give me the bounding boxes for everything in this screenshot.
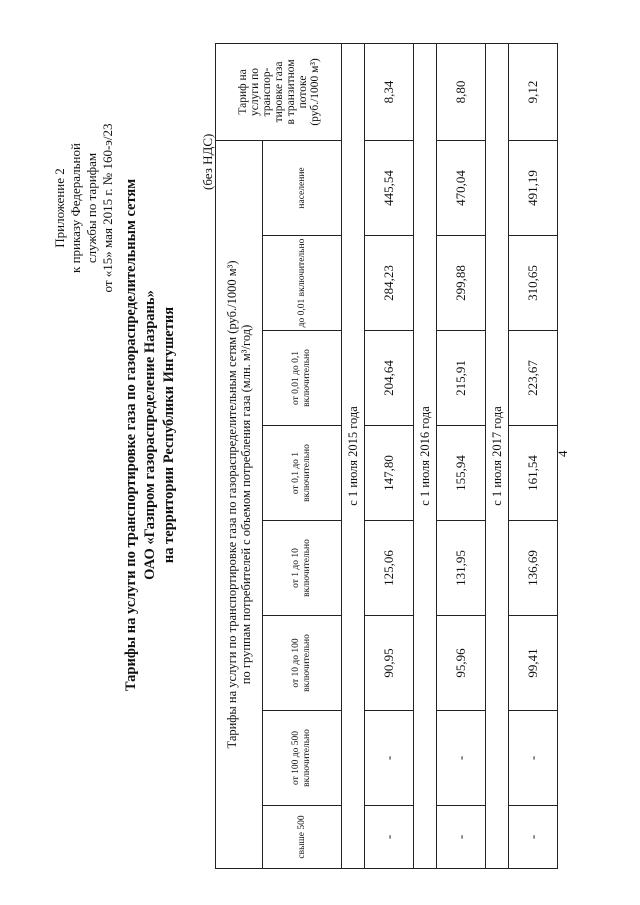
main-header-line: Тарифы на услуги по транспортировке газа по газораспределительным сетям (руб./1000 м³) bbox=[225, 260, 239, 749]
transit-header-line: транспор- bbox=[260, 67, 273, 117]
table-cell: 136,69 bbox=[509, 521, 558, 616]
table-cell: 9,12 bbox=[509, 43, 558, 140]
table-cell: 310,65 bbox=[509, 236, 558, 331]
table-cell: 491,19 bbox=[509, 140, 558, 235]
column-header: от 100 до 500 включительно bbox=[263, 711, 342, 806]
table-cell: 155,94 bbox=[437, 426, 486, 521]
table-cell: 445,54 bbox=[365, 140, 414, 235]
table-cell: 8,34 bbox=[365, 43, 414, 140]
transit-header bbox=[216, 43, 342, 140]
transit-header-line: (руб./1000 м³) bbox=[308, 58, 321, 126]
table-cell: - bbox=[509, 711, 558, 806]
table-cell: 299,88 bbox=[437, 236, 486, 331]
table-cell: 147,80 bbox=[365, 426, 414, 521]
annex-line: от «15» мая 2015 г. № 160-э/23 bbox=[100, 123, 115, 293]
transit-header-line: потоке bbox=[296, 75, 309, 109]
vat-note: (без НДС) bbox=[200, 133, 215, 190]
title-line: ОАО «Газпром газораспределение Назрань» bbox=[142, 290, 158, 580]
column-header: от 0,1 до 1 включительно bbox=[263, 426, 342, 521]
annex-block bbox=[52, 108, 116, 308]
table-cell: 284,23 bbox=[365, 236, 414, 331]
table-cell: 161,54 bbox=[509, 426, 558, 521]
table-cell: 99,41 bbox=[509, 616, 558, 711]
page-number: 4 bbox=[555, 450, 570, 457]
title-line: Тарифы на услуги по транспортировке газа по газораспределительным сетям bbox=[123, 178, 139, 692]
column-header: свыше 500 bbox=[263, 806, 342, 869]
column-header: от 10 до 100 включительно bbox=[263, 616, 342, 711]
table-cell: - bbox=[365, 806, 414, 869]
table-cell: 131,95 bbox=[437, 521, 486, 616]
table-cell: 95,96 bbox=[437, 616, 486, 711]
title-line: на территории Республики Ингушетия bbox=[161, 306, 177, 564]
transit-header-line: в транзитном bbox=[284, 59, 297, 125]
column-header: до 0,01 включительно bbox=[263, 236, 342, 331]
period-row: с 1 июля 2016 года bbox=[414, 43, 437, 868]
column-header: население bbox=[263, 140, 342, 235]
table-cell: - bbox=[509, 806, 558, 869]
transit-header-line: Тариф на bbox=[236, 69, 249, 115]
main-header-line: по группам потребителей с объемом потребления газа (млн. м³/год) bbox=[239, 324, 253, 685]
column-header: от 1 до 10 включительно bbox=[263, 521, 342, 616]
period-row: с 1 июля 2015 года bbox=[342, 43, 365, 868]
table-cell: 125,06 bbox=[365, 521, 414, 616]
table-cell: 215,91 bbox=[437, 331, 486, 426]
document-title bbox=[122, 105, 179, 765]
table-cell: - bbox=[437, 711, 486, 806]
column-header: от 0,01 до 0,1 включительно bbox=[263, 331, 342, 426]
table-cell: 90,95 bbox=[365, 616, 414, 711]
transit-header-line: тировке газа bbox=[272, 61, 285, 123]
period-row: с 1 июля 2017 года bbox=[486, 43, 509, 868]
table-cell: 204,64 bbox=[365, 331, 414, 426]
table-main-header bbox=[216, 140, 263, 868]
table-cell: 470,04 bbox=[437, 140, 486, 235]
annex-line: к приказу Федеральной bbox=[68, 143, 83, 273]
annex-line: службы по тарифам bbox=[84, 152, 99, 264]
table-cell: - bbox=[437, 806, 486, 869]
table-cell: 223,67 bbox=[509, 331, 558, 426]
transit-header-line: услуги по bbox=[248, 67, 261, 116]
annex-line: Приложение 2 bbox=[52, 168, 67, 248]
table-cell: - bbox=[365, 711, 414, 806]
tariff-table bbox=[215, 43, 558, 869]
table-cell: 8,80 bbox=[437, 43, 486, 140]
